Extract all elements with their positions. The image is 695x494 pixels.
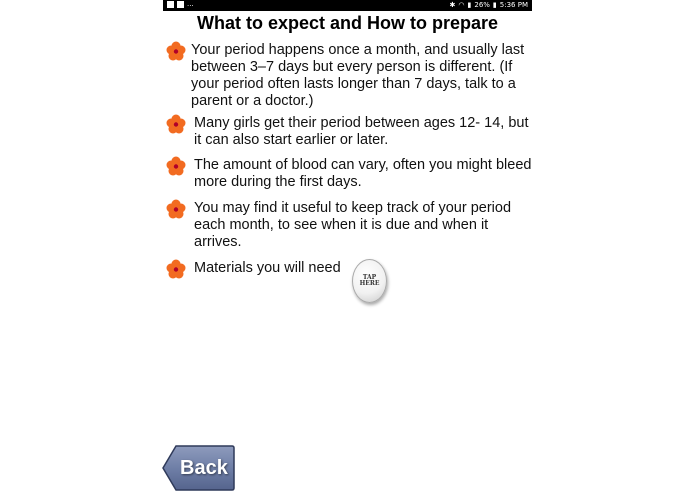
list-item (166, 115, 534, 149)
list-item-text: Your period happens once a month, and usually last between 3–7 days but every person is different. (If your period often lasts longer than 7 days, talk to a parent or a doctor.) (191, 42, 525, 109)
list-item (166, 200, 534, 251)
wifi-icon: ◠ (458, 1, 465, 9)
list-item (166, 260, 344, 280)
back-label: Back (180, 457, 228, 479)
back-button[interactable] (162, 444, 236, 492)
clock: 5:36 PM (499, 1, 528, 9)
battery-icon: ▮ (492, 1, 497, 9)
list-item-text: Materials you will need (194, 260, 341, 276)
flower-bullet-icon (166, 199, 186, 219)
list-item-text: You may find it useful to keep track of your period each month, to see when it is due and when it arrives. (194, 200, 512, 250)
list-item-text: The amount of blood can vary, often you might bleed more during the first days. (194, 157, 532, 190)
flower-bullet-icon (166, 156, 186, 176)
signal-icon: ▮ (467, 1, 472, 9)
status-bar (163, 0, 532, 11)
flower-bullet-icon (166, 114, 186, 134)
notification-icon (167, 1, 174, 8)
list-item (166, 157, 534, 191)
status-left-text: ... (187, 0, 194, 8)
bluetooth-icon: ✱ (449, 1, 456, 9)
list-item (166, 42, 541, 110)
flower-bullet-icon (166, 259, 186, 279)
tap-label: TAP (362, 274, 377, 281)
flower-bullet-icon (166, 41, 186, 61)
battery-text: 26% (474, 1, 490, 9)
tap-here-button[interactable] (352, 259, 387, 303)
here-label: HERE (359, 280, 380, 287)
page-title: What to expect and How to prepare (196, 13, 499, 33)
image-icon (177, 1, 184, 8)
list-item-text: Many girls get their period between ages 12- 14, but it can also start earlier or later. (194, 115, 529, 148)
